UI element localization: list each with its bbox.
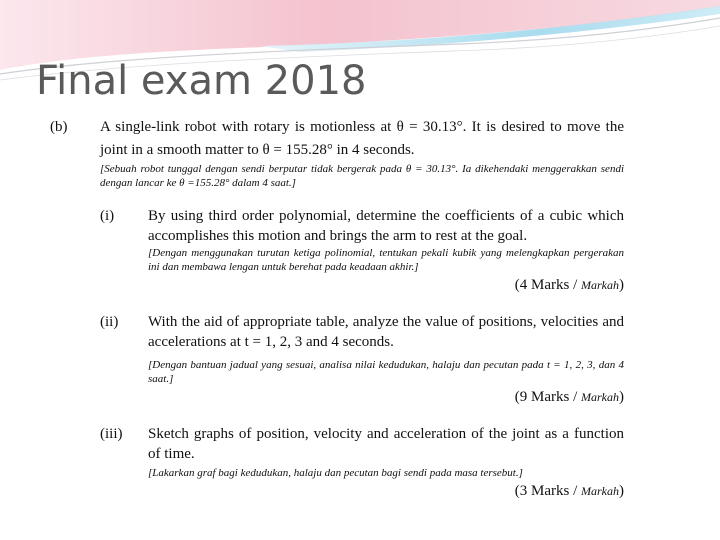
part-text-en: By using third order polynomial, determine the coefficients of a cubic which accomplishes this motion and brings the arm to rest at the goal. bbox=[148, 208, 624, 244]
part-label: (iii) bbox=[100, 426, 123, 442]
part-i bbox=[100, 206, 624, 294]
part-label: (ii) bbox=[100, 314, 119, 330]
part-marks: (3 Marks / Markah) bbox=[514, 483, 624, 499]
part-marks: (4 Marks / Markah) bbox=[514, 277, 624, 293]
exam-question bbox=[50, 116, 624, 500]
question-text-my: [Sebuah robot tunggal dengan sendi berputar tidak bergerak pada θ = 30.13°. Ia dikehendaki menggerakkan sendi dengan lancar ke θ =155.28° dalam 4 saat.] bbox=[100, 163, 624, 189]
part-iii bbox=[100, 424, 624, 500]
part-text-my: [Lakarkan graf bagi kedudukan, halaju dan pecutan bagi sendi pada masa tersebut.] bbox=[148, 467, 523, 479]
part-text-en: With the aid of appropriate table, analyze the value of positions, velocities and accelerations at t = 1, 2, 3 and 4 seconds. bbox=[148, 314, 624, 350]
part-marks: (9 Marks / Markah) bbox=[514, 389, 624, 405]
question-text-en: A single-link robot with rotary is motionless at θ = 30.13°. It is desired to move the joint in a smooth matter to θ = 155.28° in 4 seconds. bbox=[100, 119, 624, 158]
part-text-my: [Dengan menggunakan turutan ketiga polinomial, tentukan pekali kubik yang melengkapkan pergerakan ini dan membawa lengan untuk berehat pada keadaan akhir.] bbox=[148, 247, 624, 273]
part-ii bbox=[100, 312, 624, 406]
slide-title: Final exam 2018 bbox=[36, 58, 367, 104]
question-label: (b) bbox=[50, 119, 68, 135]
question-b bbox=[50, 116, 624, 190]
part-text-en: Sketch graphs of position, velocity and acceleration of the joint as a function of time. bbox=[148, 426, 624, 462]
part-label: (i) bbox=[100, 208, 115, 224]
part-text-my: [Dengan bantuan jadual yang sesuai, analisa nilai kedudukan, halaju dan pecutan pada t = 1, 2, 3, dan 4 saat.] bbox=[148, 359, 624, 385]
